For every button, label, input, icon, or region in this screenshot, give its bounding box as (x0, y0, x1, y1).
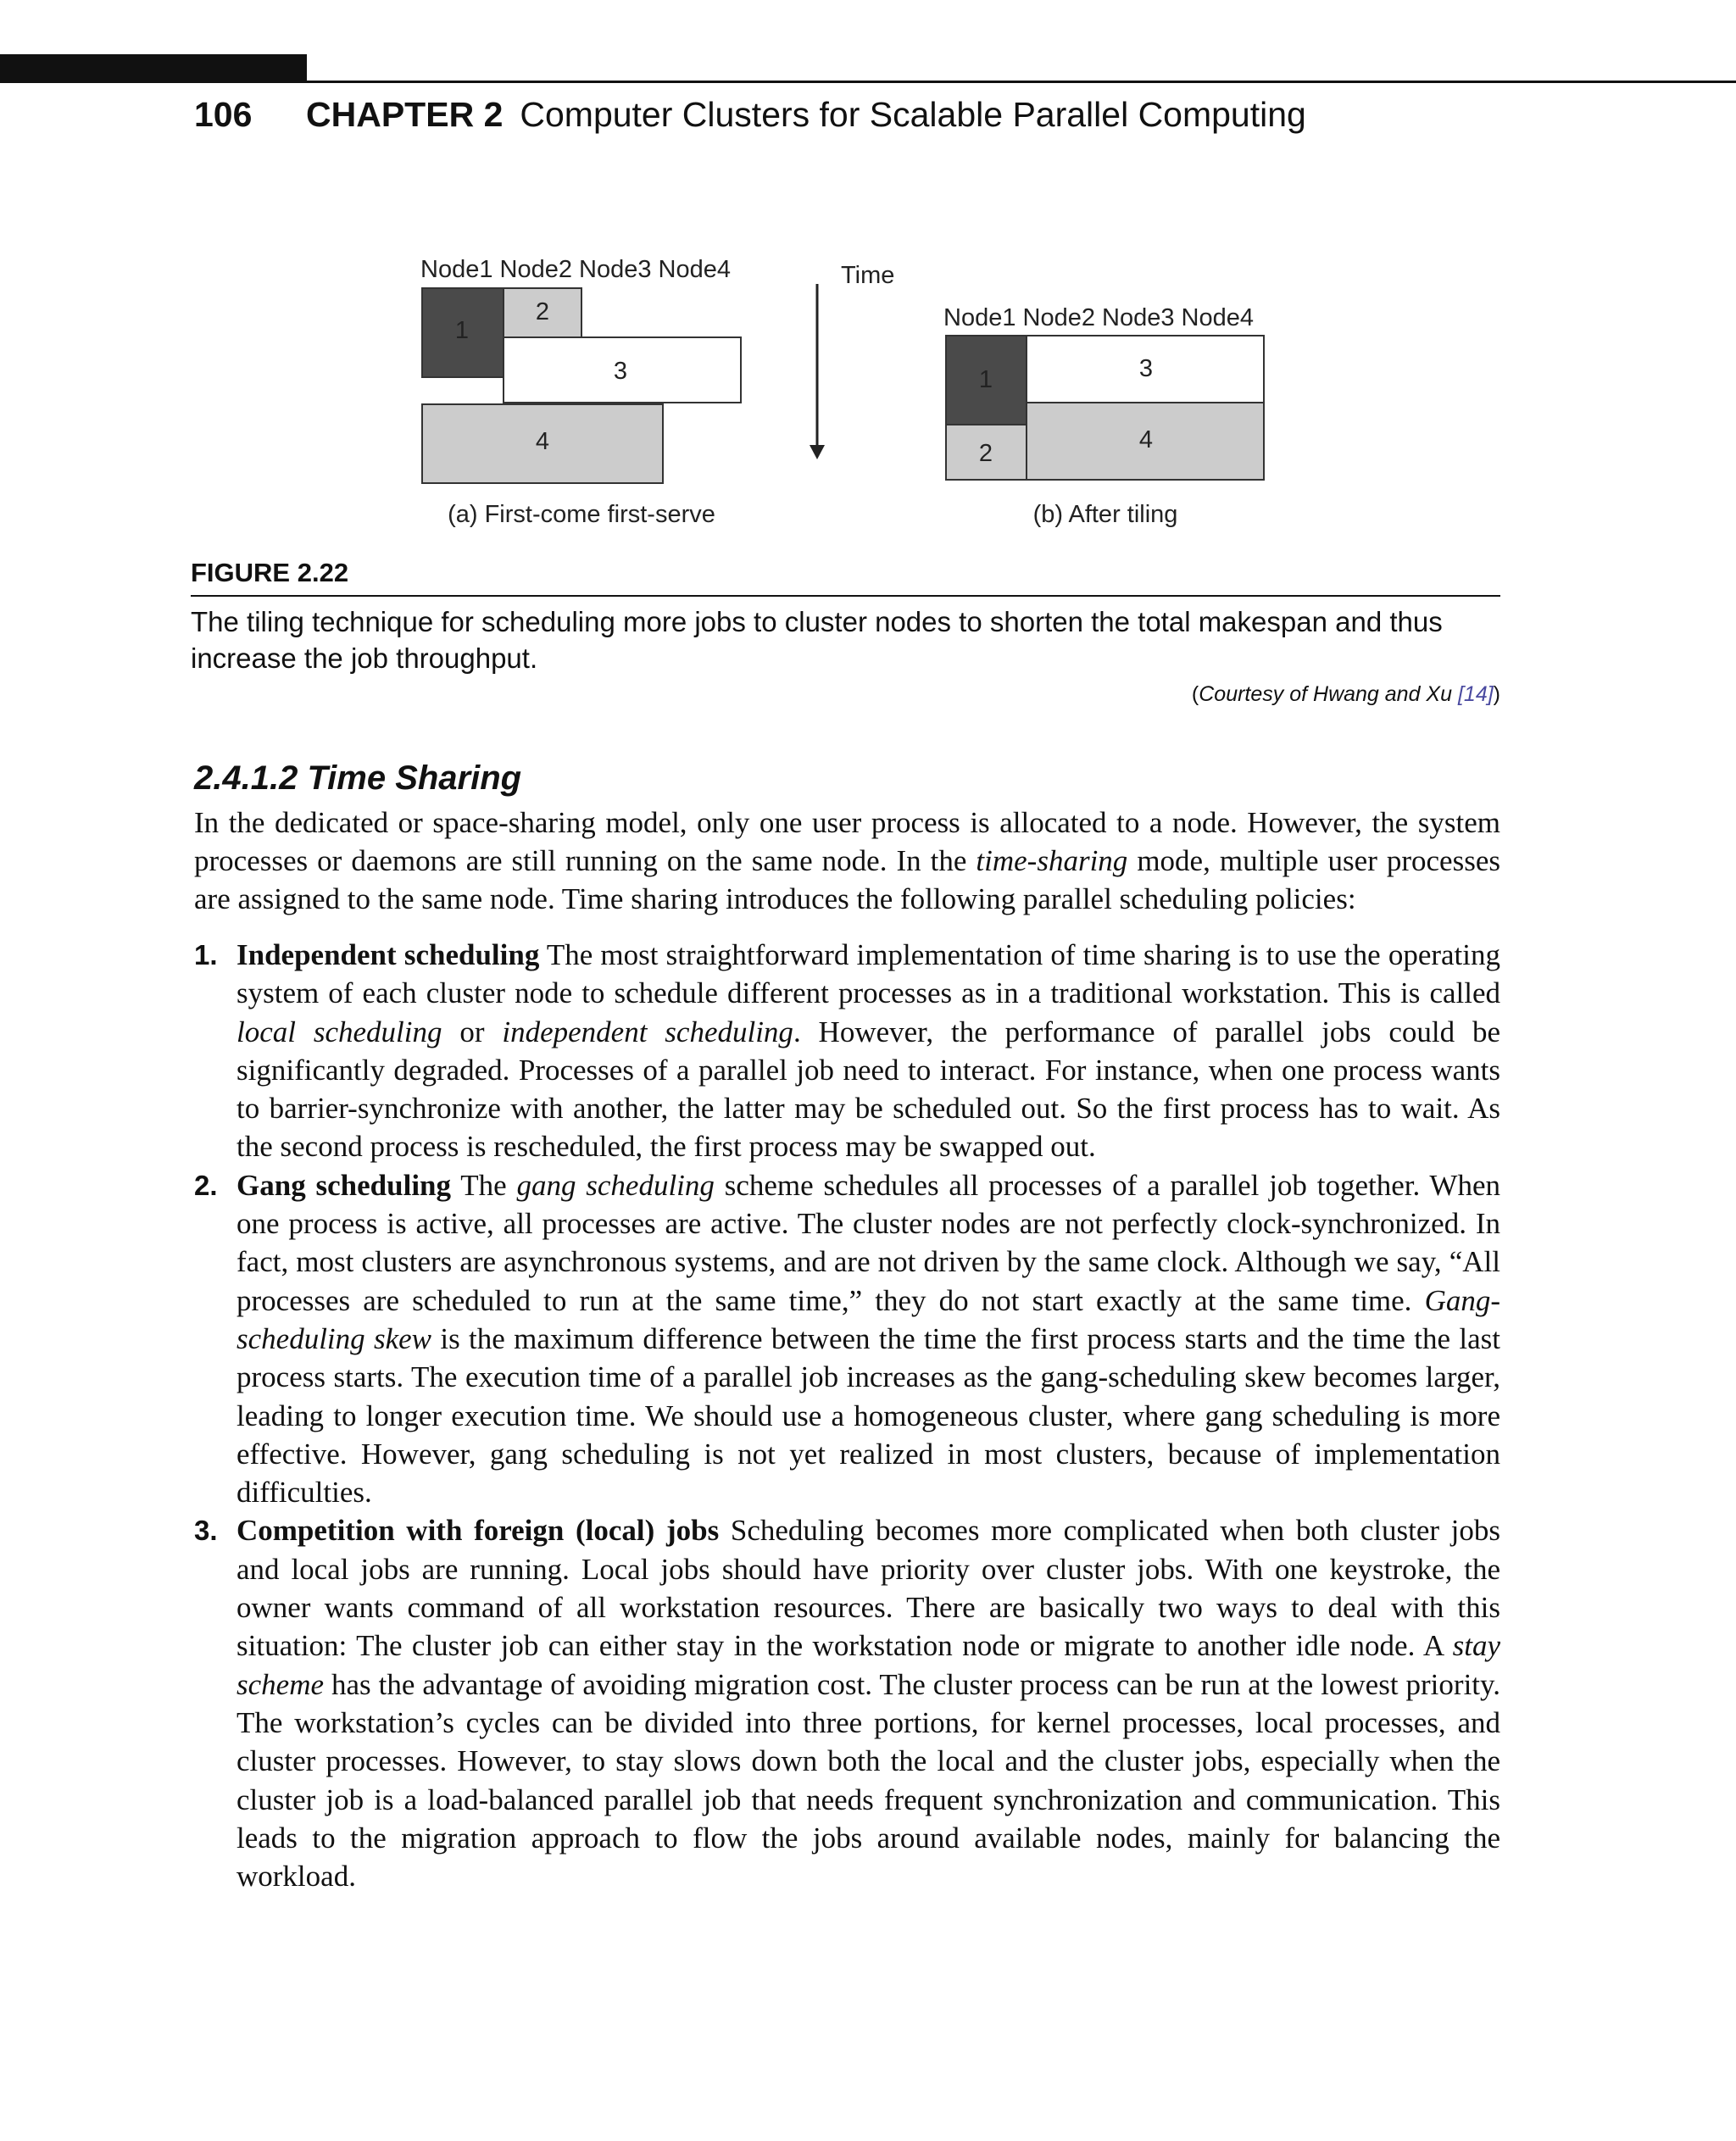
list-item (194, 1166, 1500, 1512)
list-item-emphasis: stay scheme (236, 1629, 1500, 1701)
list-item-text: The (451, 1168, 517, 1202)
panel-b-node-headers: Node1 Node2 Node3 Node4 (943, 304, 1254, 331)
list-item-text: or (442, 1015, 503, 1048)
panel-b-job-4-label: 4 (1138, 426, 1154, 453)
list-item-text: is the maximum difference between the time the first process starts and the time the last process starts. The execution time of a parallel job increases as the gang-scheduling skew becomes larger, leading to longer execution time. We should use a homogeneous cluster, where gang scheduling is more effective. However, gang scheduling is not yet realized in most clusters, because of implementation difficulties. (236, 1321, 1500, 1510)
figure-label: FIGURE 2.22 (191, 558, 349, 587)
list-item-text: Scheduling becomes more complicated when both cluster jobs and local jobs are running. Local jobs should have priority over cluster jobs. With one keystroke, the owner wants command of all workstation resources. There are basically two ways to deal with this situation: The cluster job can either stay in the workstation node or migrate to another idle node. A (236, 1514, 1501, 1663)
chapter-label: CHAPTER 2 (306, 95, 504, 134)
courtesy-open: ( (1191, 682, 1199, 706)
panel-a-job-3-label: 3 (613, 358, 628, 385)
courtesy-text: Courtesy of Hwang and Xu (1199, 682, 1458, 706)
section-intro (194, 804, 1500, 918)
list-item-emphasis: gang scheduling (516, 1168, 715, 1202)
panel-b-job-2-label: 2 (978, 440, 993, 467)
figure-2-22 (0, 0, 1736, 559)
panel-b-caption: (b) After tiling (1032, 501, 1178, 528)
list-item-text: has the advantage of avoiding migration cost. The cluster process can be run at the lowest priority. The workstation’s cycles can be divided into three portions, for kernel processes, local processes, and cluster processes. However, to stay slows down both the local and the cluster jobs, especially when the cluster job is a load-balanced parallel job that needs frequent synchronization and communication. This leads to the migration approach to flow the jobs around available nodes, mainly for balancing the workload. (236, 1667, 1500, 1894)
intro-text-2: mode, multiple user processes are assigned to the same node. Time sharing introduces the following parallel scheduling policies: (194, 844, 1500, 915)
list-item (194, 936, 1500, 1166)
chapter-title: Computer Clusters for Scalable Parallel Computing (520, 95, 1306, 134)
list-item-number: 2. (194, 1169, 218, 1201)
courtesy-reference-link[interactable]: [14] (1457, 682, 1494, 706)
page-number: 106 (194, 95, 253, 134)
panel-b-job-1-label: 1 (978, 366, 993, 393)
list-item-term: Gang scheduling (236, 1168, 452, 1202)
time-arrow-head (810, 445, 825, 459)
list-item (194, 1511, 1500, 1895)
list-item-text: The most straightforward implementation of time sharing is to use the operating system of each cluster node to schedule different processes as in a traditional workstation. This is called (236, 938, 1500, 1010)
list-item-term: Independent scheduling (236, 938, 540, 971)
list-item-emphasis: independent scheduling (502, 1015, 793, 1048)
figure-caption-rule (191, 595, 1500, 597)
list-item-number: 1. (194, 939, 218, 970)
panel-a-node-headers: Node1 Node2 Node3 Node4 (420, 256, 731, 283)
panel-a-job-1-label: 1 (454, 317, 470, 344)
figure-caption: The tiling technique for scheduling more jobs to cluster nodes to shorten the total makespan and thus increase the job throughput. (191, 606, 1443, 674)
list-item-text: . However, the performance of parallel jobs could be significantly degraded. Processes of a parallel job need to interact. For instance, when one process wants to barrier-synchronize with another, the latter may be scheduled out. So the first process has to wait. As the second process is rescheduled, the first process may be swapped out. (236, 1015, 1501, 1164)
list-item-text: scheme schedules all processes of a parallel job together. When one process is active, all processes are active. The cluster nodes are not perfectly clock-synchronized. In fact, most clusters are asynchronous systems, and are not driven by the same clock. Although we say, “All processes are scheduled to run at the same time,” they do not start exactly at the same time. (236, 1168, 1500, 1317)
figure-courtesy (1192, 682, 1500, 707)
panel-b-job-3-label: 3 (1138, 355, 1154, 382)
list-item-number: 3. (194, 1515, 218, 1547)
panel-a-caption: (a) First-come first-serve (448, 501, 715, 528)
time-label: Time (841, 262, 895, 289)
list-item-term: Competition with foreign (local) jobs (236, 1514, 720, 1548)
courtesy-close: ) (1493, 682, 1500, 706)
intro-text-1: In the dedicated or space-sharing model, only one user process is allocated to a node. However, the system processes or daemons are still running on the same node. In the (194, 806, 1500, 877)
scheduling-policies-list (194, 936, 1500, 1895)
list-item-emphasis: Gang-scheduling skew (236, 1283, 1500, 1355)
panel-a-job-2-label: 2 (535, 298, 550, 325)
panel-a-job-4-label: 4 (535, 428, 550, 455)
section-heading: 2.4.1.2 Time Sharing (194, 759, 522, 797)
list-item-emphasis: local scheduling (236, 1015, 442, 1048)
intro-emphasis: time-sharing (976, 844, 1128, 877)
